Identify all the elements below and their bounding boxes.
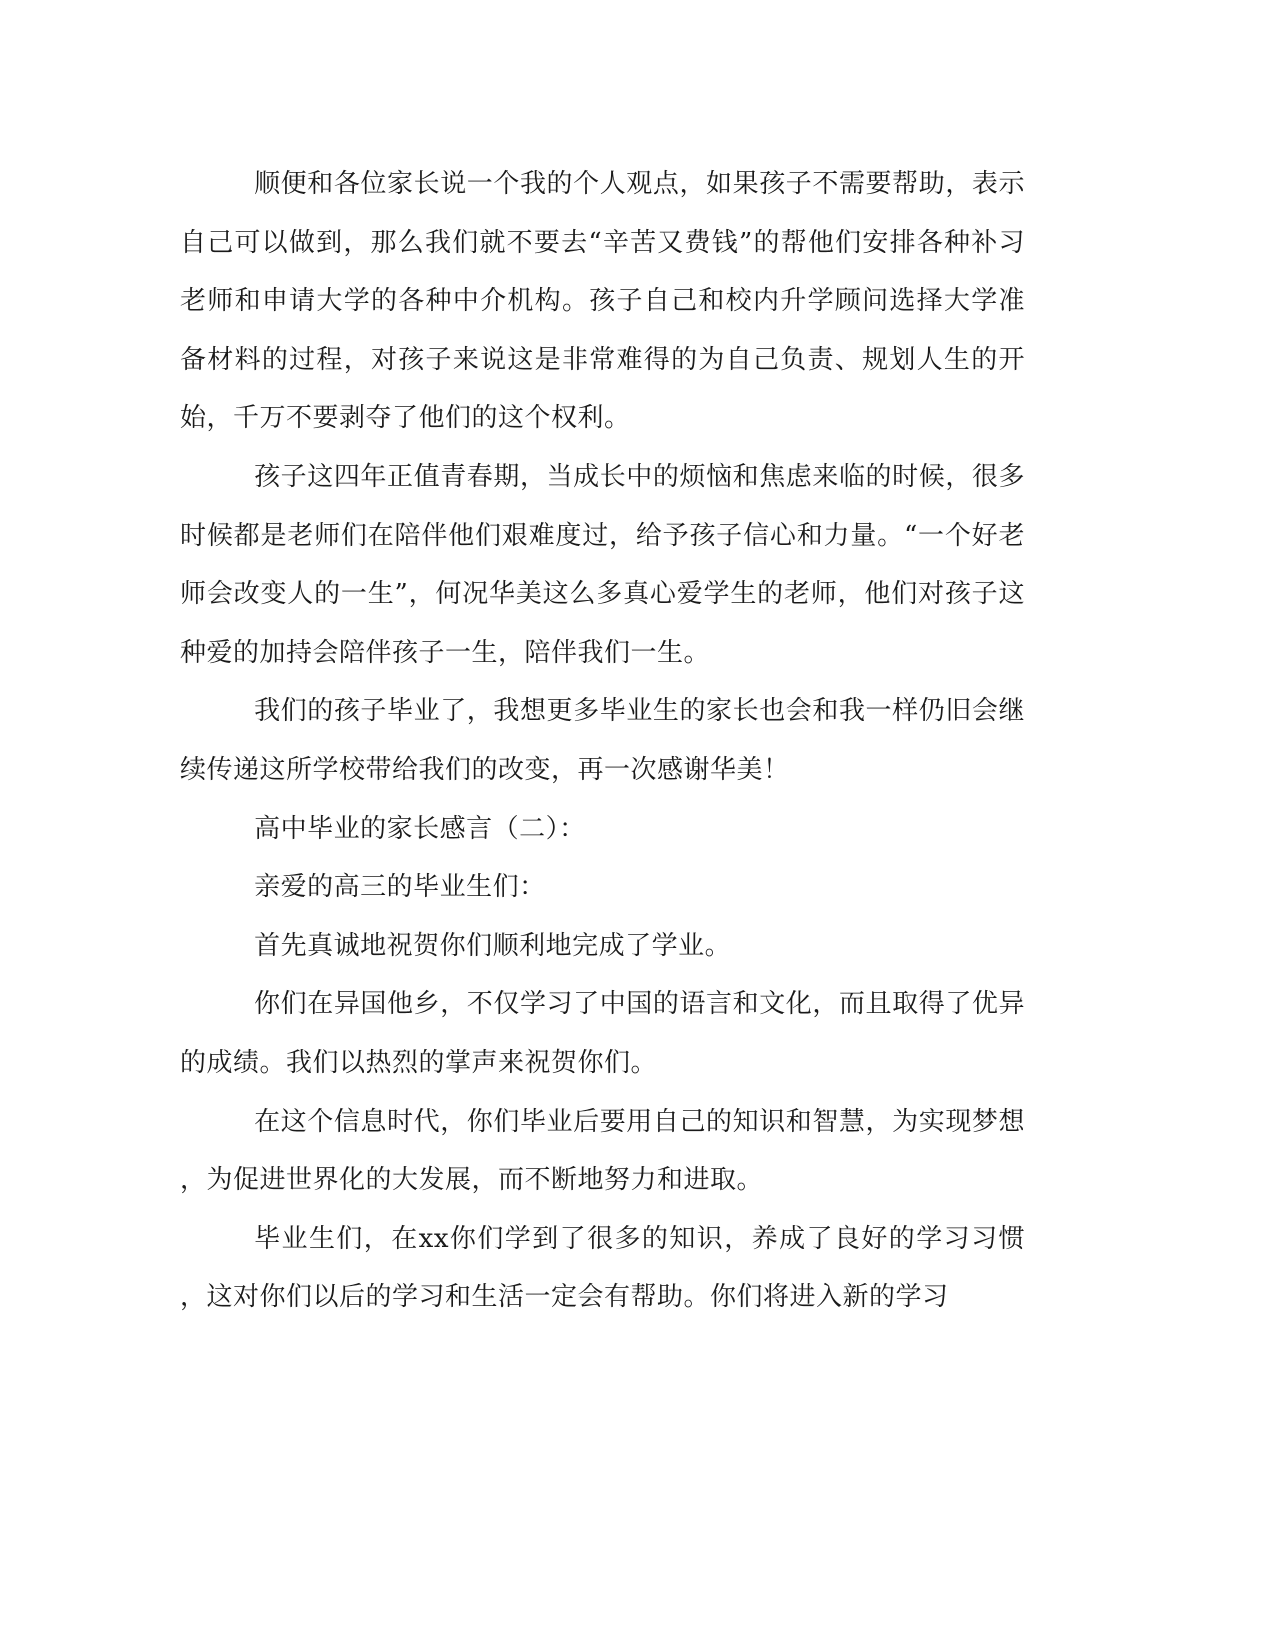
paragraph-graduation-thanks: 我们的孩子毕业了，我想更多毕业生的家长也会和我一样仍旧会继续传递这所学校带给我们的改变，再一次感谢华美！ <box>180 696 1025 785</box>
paragraph-congratulations: 首先真诚地祝贺你们顺利地完成了学业。 <box>254 930 732 961</box>
section-heading: 高中毕业的家长感言（二）： <box>254 813 586 844</box>
paragraph-information-age: 在这个信息时代，你们毕业后要用自己的知识和智慧，为实现梦想，为促进世界化的大发展，而不断地努力和进取。 <box>180 1106 1025 1196</box>
paragraph-personal-view: 顺便和各位家长说一个我的个人观点，如果孩子不需要帮助，表示自己可以做到，那么我们就不要去“辛苦又费钱”的帮他们安排各种补习老师和申请大学的各种中介机构。孩子自己和校内升学顾问选择大学准备材料的过程，对孩子来说这是非常难得的为自己负责、规划人生的开始，千万不要剥夺了他们的这个权利。 <box>180 169 1025 434</box>
paragraph-adolescence: 孩子这四年正值青春期，当成长中的烦恼和焦虑来临的时候，很多时候都是老师们在陪伴他们艰难度过，给予孩子信心和力量。“一个好老师会改变人的一生”，何况华美这么多真心爱学生的老师，他们对孩子这种爱的加持会陪伴孩子一生，陪伴我们一生。 <box>180 461 1025 668</box>
paragraph-learning-habits: 毕业生们，在xx你们学到了很多的知识，养成了良好的学习习惯，这对你们以后的学习和生活一定会有帮助。你们将进入新的学习 <box>180 1223 1025 1313</box>
paragraph-abroad-achievement: 你们在异国他乡，不仅学习了中国的语言和文化，而且取得了优异的成绩。我们以热烈的掌声来祝贺你们。 <box>180 989 1025 1078</box>
salutation: 亲爱的高三的毕业生们： <box>254 872 546 903</box>
document-body <box>180 155 1025 1327</box>
